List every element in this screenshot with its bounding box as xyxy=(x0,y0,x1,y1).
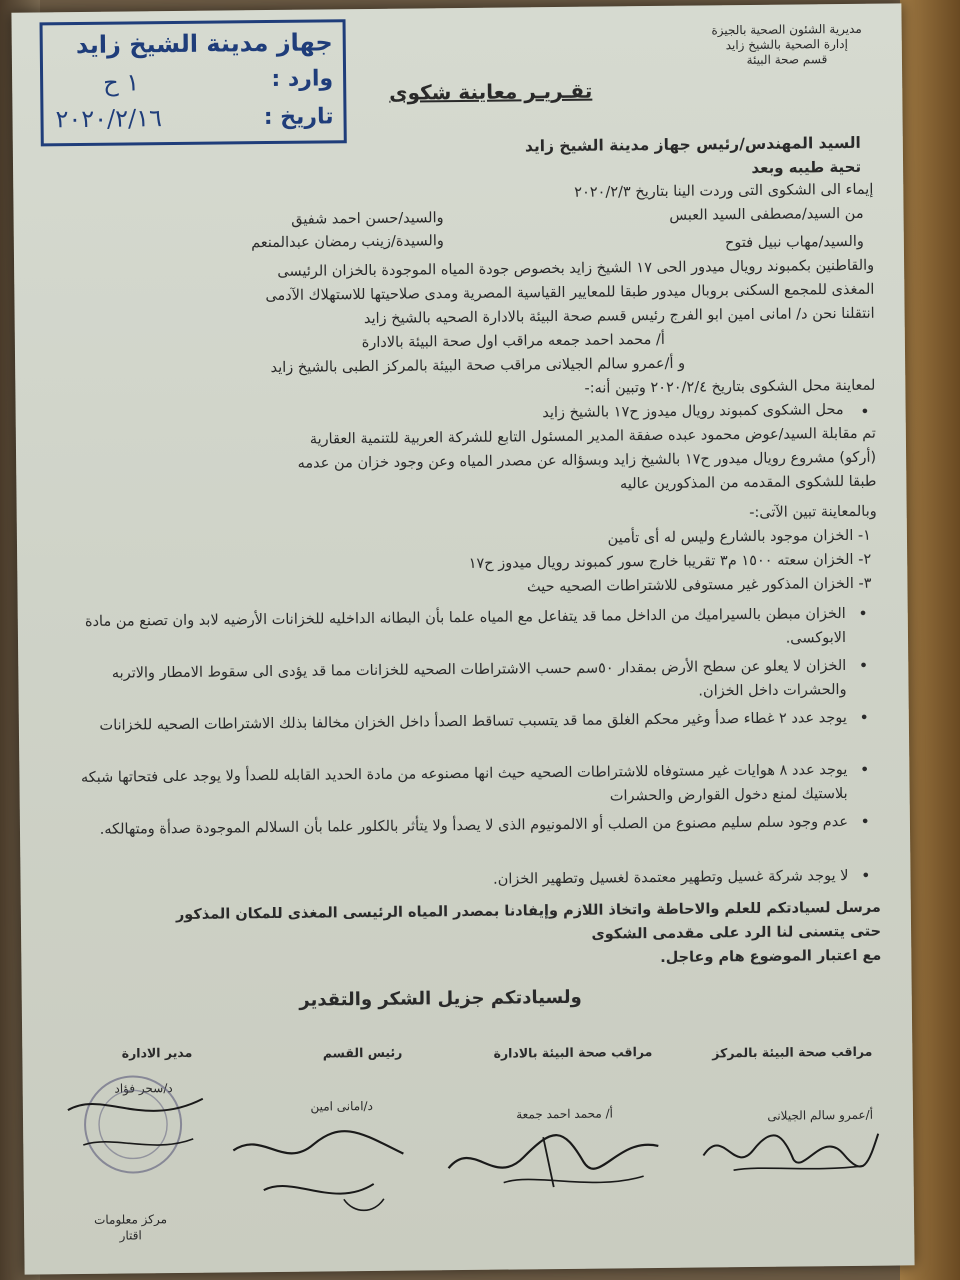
intro-line: إيماء الى الشكوى التى وردت الينا بتاريخ ٢٠٢٠/٢/٣ xyxy=(574,181,874,201)
signature-title: رئيس القسم xyxy=(322,1044,403,1061)
bullet-icon: • xyxy=(860,865,871,885)
handwritten-signature xyxy=(693,1114,884,1186)
document-content xyxy=(11,3,914,1274)
finding-item: لا يوجد شركة غسيل وتطهير معتمدة لغسيل وتطهير الخزان. xyxy=(492,867,849,888)
signature-name: أ/ محمد احمد جمعة xyxy=(516,1106,614,1122)
ministry-line: مديرية الشئون الصحية بالجيزة xyxy=(711,21,862,38)
handwritten-signature xyxy=(443,1116,664,1198)
numbered-item: ٣- الخزان المذكور غير مستوفى للاشتراطات الصحيه حيث xyxy=(526,575,872,596)
stamp-date-value: ٢٠٢٠/٢/١٦ xyxy=(55,104,163,134)
ministry-header xyxy=(702,22,872,69)
conclusion-line: حتى يتسنى لنا الرد على مقدمى الشكوى xyxy=(591,923,882,943)
ministry-line: إدارة الصحية بالشيخ زايد xyxy=(725,36,848,53)
complainant-3: والسيدة/زينب رمضان عبدالمنعم xyxy=(251,233,444,252)
bullet-icon: • xyxy=(859,707,869,727)
conclusion-line: مع اعتبار الموضوع هام وعاجل. xyxy=(660,947,882,966)
location-line: تم مقابلة السيد/عوض محمود عبده صفقة المدير المسئول التابع للشركة العربية للتنمية العقارية xyxy=(309,425,876,448)
signature-name: أ/عمرو سالم الجيلانى xyxy=(767,1107,874,1123)
location-line: (أركو) مشروع رويال ميدور ح١٧ بالشيخ زايد وبسؤاله عن مصدر المياه وعن وجود خزان من عدمه xyxy=(297,449,877,472)
conclusion-line: مرسل لسيادتكم للعلم والاحاطة واتخاذ اللازم وإيفادنا بمصدر المياه الرئيسى المغذى للمكان المذكور xyxy=(175,899,881,924)
footer-note-line: مركز معلومات xyxy=(93,1212,168,1227)
finding-item: عدم وجود سلم سليم مصنوع من الصلب أو الالمونيوم الذى لا يصدأ ولا يتأثر بالكلور علما بأن السلالم الموجودة صدأة ومتهالكه. xyxy=(99,813,849,838)
complainant-1: من السيد/مصطفى السيد العبس xyxy=(669,205,864,224)
signature-title: مراقب صحة البيئة بالمركز xyxy=(712,1043,873,1061)
inspector-lead: انتقلنا نحن د/ امانى امين ابو الفرج رئيس قسم صحة البيئة بالادارة الصحيه بالشيخ زايد xyxy=(363,305,875,328)
report-title: تقـريـر معاينة شكوى xyxy=(389,78,593,105)
bullet-icon: • xyxy=(860,811,871,831)
inspection-purpose: لمعاينة محل الشكوى بتاريخ ٢٠٢٠/٢/٤ وتبين أنه:- xyxy=(584,377,876,397)
footer-note xyxy=(94,1211,167,1244)
location-line: طبقا للشكوى المقدمه من المذكورين عاليه xyxy=(619,473,877,493)
bullet-icon: • xyxy=(859,759,870,779)
finding-item: يوجد عدد ٢ غطاء صدأ وغير محكم الغلق مما قد يتسبب تساقط الصدأ داخل الخزان مخالفا بذلك الاشتراطات الصحيه للخزانات xyxy=(99,709,847,734)
footer-note-line: اقتار xyxy=(119,1228,142,1243)
finding-item: يوجد عدد ٨ هوايات غير مستوفاه للاشتراطات الصحيه حيث انها مصنوعه من مادة الحديد القابله للصدأ ولا يوجد على فتحاتها شبكه بلاستيك لمنع دخول القوارض والحشرات xyxy=(80,761,848,805)
round-official-seal xyxy=(52,1069,213,1181)
complainant-4: والسيد/مهاب نبيل فتوح xyxy=(724,233,864,252)
location-line: محل الشكوى كمبوند رويال ميدوز ح١٧ بالشيخ زايد xyxy=(542,402,844,422)
bullet-icon: • xyxy=(858,655,869,675)
finding-item: الخزان لا يعلو عن سطح الأرض بمقدار ٥٠سم حسب الاشتراطات الصحيه للخزانات مما قد يؤدى الى سقوط الامطار والاتربه والحشرات داخل الخزان. xyxy=(111,657,847,700)
signature-title: مدير الادارة xyxy=(121,1044,193,1061)
stamp-authority: جهاز مدينة الشيخ زايد xyxy=(75,28,333,60)
subject-line: والقاطنين بكمبوند رويال ميدور الحى ١٧ الشيخ زايد بخصوص جودة المياه الموجودة بالخزان الرئيسى xyxy=(277,257,875,280)
stamp-incoming-label: وارد : xyxy=(271,66,334,92)
greeting: تحية طيبه وبعد xyxy=(751,157,862,177)
inspection-intro: وبالمعاينة تبين الآتى:- xyxy=(749,503,877,521)
incoming-stamp xyxy=(40,19,347,146)
subject-line: المغذى للمجمع السكنى بروبال ميدور طبقا للمعايير القياسية المصرية ومدى صلاحيتها للاستهلاك الآدمى xyxy=(265,281,875,305)
handwritten-signature xyxy=(223,1119,414,1221)
complainant-2: والسيد/حسن احمد شفيق xyxy=(291,210,444,228)
addressee: السيد المهندس/رئيس جهاز مدينة الشيخ زايد xyxy=(524,133,861,156)
numbered-item: ٢- الخزان سعته ١٥٠٠ م٣ تقريبا خارج سور كمبوند رويال ميدوز ح١٧ xyxy=(468,551,872,572)
finding-item: الخزان مبطن بالسيراميك من الداخل مما قد يتفاعل مع المياه علما بأن البطانه الداخليه للخزانات الأرضيه لابد وان تصنع من مادة الابوكسى. xyxy=(84,605,847,647)
ministry-line: قسم صحة البيئة xyxy=(746,52,828,67)
numbered-item: ١- الخزان موجود بالشارع وليس له أى تأمين xyxy=(607,527,872,547)
bullet-icon: • xyxy=(858,603,868,623)
document-page xyxy=(11,3,914,1274)
stamp-incoming-value: ١ ح xyxy=(103,68,140,97)
signature-title: مراقب صحة البيئة بالادارة xyxy=(493,1044,653,1061)
stamp-date-label: تاريخ : xyxy=(263,104,334,131)
signature-name: د/امانى امين xyxy=(310,1098,373,1114)
signature-name: د/سحر فؤاد xyxy=(114,1081,173,1096)
inspector-second: أ/ محمد احمد جمعه مراقب اول صحة البيئة بالادارة xyxy=(361,331,665,352)
closing-line: ولسيادتكم جزيل الشكر والتقدير xyxy=(299,986,582,1011)
bullet-icon: • xyxy=(860,401,870,421)
inspector-third: و أ/عمرو سالم الجيلانى مراقب صحة البيئة بالمركز الطبى بالشيخ زايد xyxy=(270,355,686,376)
